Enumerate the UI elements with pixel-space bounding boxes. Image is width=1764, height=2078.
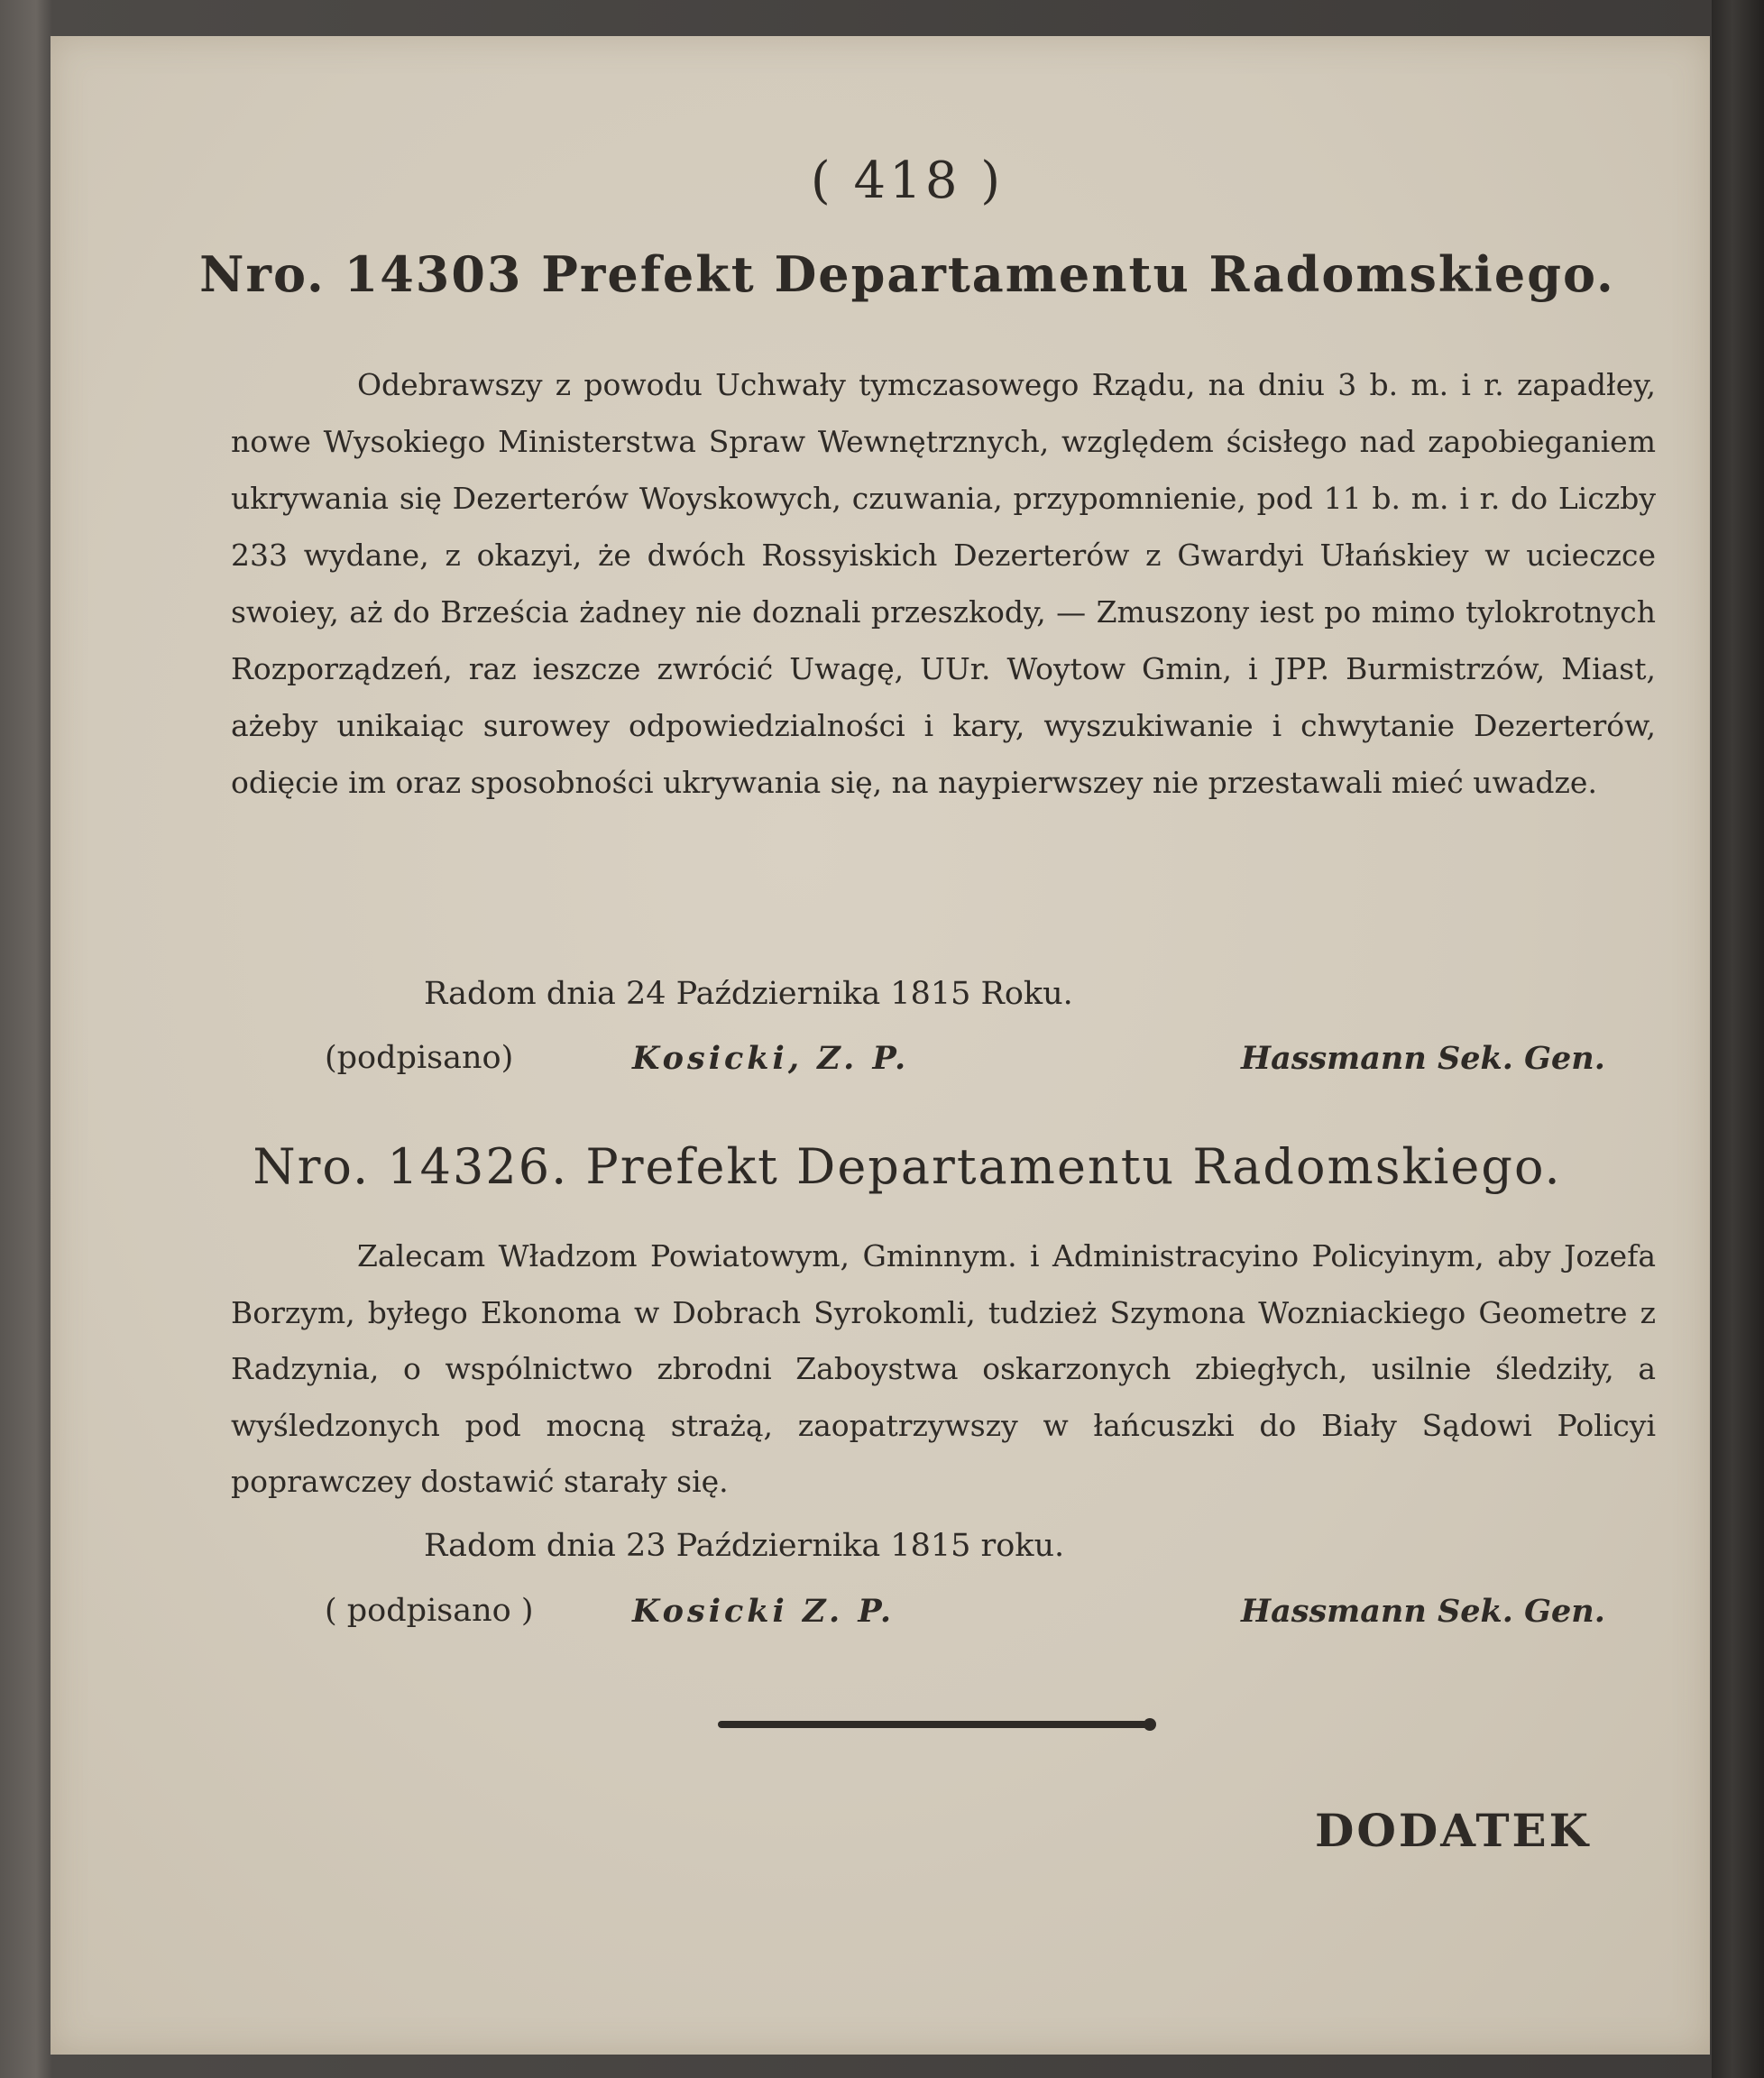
book-edge bbox=[1712, 0, 1764, 2078]
paper-sheet bbox=[51, 36, 1710, 2055]
notice-2-signature-secretary: Hassmann Sek. Gen. bbox=[1241, 1593, 1605, 1630]
notice-1-signature-secretary: Hassmann Sek. Gen. bbox=[1241, 1040, 1605, 1077]
catchword: DODATEK bbox=[1315, 1804, 1592, 1857]
notice-1-dateline: Radom dnia 24 Października 1815 Roku. bbox=[424, 976, 1073, 1012]
notice-1-signature-label: (podpisano) bbox=[325, 1040, 514, 1076]
notice-1-heading: Nro. 14303 Prefekt Departamentu Radomskiego. bbox=[199, 245, 1615, 303]
notice-1-body: Odebrawszy z powodu Uchwały tymczasowego Rządu, na dniu 3 b. m. i r. zapadłey, nowe Wysokiego Ministerstwa Spraw Wewnętrznych, względem ścisłego nad zapobieganiem ukrywania się Dezerterów Woyskowych, czuwania, przypomnienie, pod 11 b. m. i r. do Liczby 233 wydane, z okazyi, że dwóch Rossyiskich Dezerterów z Gwardyi Ułańskiey w ucieczce swoiey, aż do Brześcia żadney nie doznali przeszkody, — Zmuszony iest po mimo tylokrotnych Rozporządzeń, raz ieszcze zwrócić Uwagę, UUr. Woytow Gmin, i JPP. Burmistrzów, Miast, ażeby unikaiąc surowey odpowiedzialności i kary, wyszukiwanie i chwytanie Dezerterów, odięcie im oraz sposobności ukrywania się, na naypierwszey nie przestawali mieć uwadze. bbox=[231, 367, 1656, 800]
notice-2-signature-name: Kosicki Z. P. bbox=[632, 1593, 896, 1630]
notice-1-signature-name: Kosicki, Z. P. bbox=[632, 1040, 910, 1077]
section-divider-rule bbox=[718, 1721, 1151, 1728]
notice-2-dateline: Radom dnia 23 Października 1815 roku. bbox=[424, 1528, 1065, 1564]
page-number: ( 418 ) bbox=[810, 152, 1005, 210]
notice-2-heading: Nro. 14326. Prefekt Departamentu Radomskiego. bbox=[253, 1138, 1562, 1195]
notice-2-signature-label: ( podpisano ) bbox=[325, 1593, 534, 1629]
notice-2-body: Zalecam Władzom Powiatowym, Gminnym. i Administracyino Policyinym, aby Jozefa Borzym, byłego Ekonoma w Dobrach Syrokomli, tudzież Szymona Wozniackiego Geometre z Radzynia, o wspólnictwo zbrodni Zaboystwa oskarzonych zbiegłych, usilnie śledziły, a wyśledzonych pod mocną strażą, zaopatrzywszy w łańcuszki do Biały Sądowi Policyi poprawczey dostawić starały się. bbox=[231, 1238, 1656, 1499]
